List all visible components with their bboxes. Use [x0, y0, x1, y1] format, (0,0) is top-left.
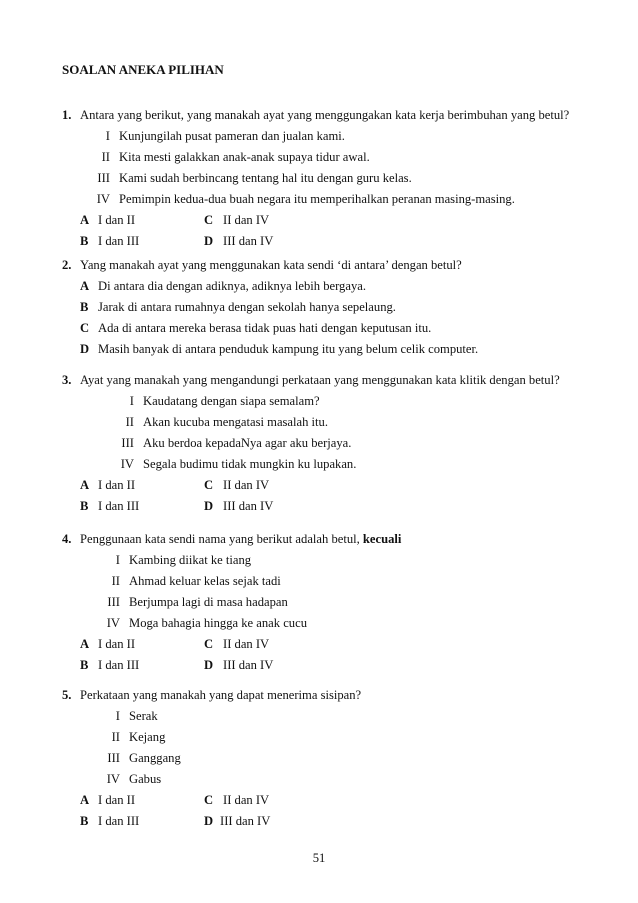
question-text: Antara yang berikut, yang manakah ayat yang menggungakan kata kerja berimbuhan yang betul? [80, 108, 570, 122]
statement-numeral: II [111, 574, 120, 588]
statement-text: Kejang [129, 730, 166, 744]
option-text: I dan II [98, 793, 136, 807]
statement-numeral: IV [96, 192, 110, 206]
option-text: III dan IV [223, 234, 274, 248]
option-letter: A [80, 478, 90, 492]
question-text: Perkataan yang manakah yang dapat menerima sisipan? [80, 688, 362, 702]
question-text-container [80, 532, 401, 547]
statement-numeral: IV [120, 457, 134, 471]
question-number: 1. [62, 108, 72, 122]
option-text: I dan III [98, 814, 140, 828]
option-text: I dan II [98, 213, 136, 227]
statement-numeral: I [115, 553, 120, 567]
statement-text: Ganggang [129, 751, 181, 765]
statement-numeral: IV [106, 616, 120, 630]
option-letter: C [204, 478, 214, 492]
statement-numeral: I [129, 394, 134, 408]
statement-text: Moga bahagia hingga ke anak cucu [129, 616, 307, 630]
option-letter: D [204, 814, 214, 828]
question-text: Ayat yang manakah yang mengandungi perkataan yang menggunakan kata klitik dengan betul? [80, 373, 560, 387]
question-emphasis: kecuali [362, 532, 402, 546]
question-number: 3. [62, 373, 72, 387]
option-letter: B [80, 234, 89, 248]
statement-text: Kaudatang dengan siapa semalam? [143, 394, 320, 408]
statement-text: Akan kucuba mengatasi masalah itu. [143, 415, 329, 429]
option-text: I dan II [98, 637, 136, 651]
option-letter: A [80, 279, 90, 293]
option-text: I dan III [98, 499, 140, 513]
page-number: 51 [312, 851, 326, 865]
statement-text: Gabus [129, 772, 162, 786]
option-letter: D [204, 499, 214, 513]
statement-text: Serak [129, 709, 158, 723]
statement-text: Berjumpa lagi di masa hadapan [129, 595, 288, 609]
option-text: II dan IV [223, 793, 270, 807]
statement-text: Kunjungilah pusat pameran dan jualan kami. [119, 129, 345, 143]
question-number: 5. [62, 688, 72, 702]
option-letter: B [80, 658, 89, 672]
option-letter: C [204, 793, 214, 807]
option-letter: A [80, 793, 90, 807]
option-letter: C [80, 321, 90, 335]
section-heading: SOALAN ANEKA PILIHAN [62, 62, 224, 77]
statement-numeral: III [107, 595, 120, 609]
question-text: Penggunaan kata sendi nama yang berikut adalah betul, [80, 532, 363, 546]
option-text: II dan IV [223, 637, 270, 651]
option-text: I dan III [98, 234, 140, 248]
option-text: Ada di antara mereka berasa tidak puas hati dengan keputusan itu. [98, 321, 432, 335]
option-text: I dan II [98, 478, 136, 492]
option-text: II dan IV [223, 478, 270, 492]
statement-numeral: I [105, 129, 110, 143]
option-letter: C [204, 213, 214, 227]
option-text: I dan III [98, 658, 140, 672]
question-number: 4. [62, 532, 72, 546]
option-letter: B [80, 300, 89, 314]
statement-text: Kami sudah berbincang tentang hal itu dengan guru kelas. [119, 171, 412, 185]
statement-text: Kambing diikat ke tiang [129, 553, 252, 567]
option-text: Di antara dia dengan adiknya, adiknya lebih bergaya. [98, 279, 366, 293]
statement-numeral: III [97, 171, 110, 185]
option-letter: A [80, 637, 90, 651]
statement-text: Aku berdoa kepadaNya agar aku berjaya. [143, 436, 352, 450]
option-letter: C [204, 637, 214, 651]
option-letter: D [204, 658, 214, 672]
question-number: 2. [62, 258, 72, 272]
statement-numeral: I [115, 709, 120, 723]
statement-numeral: III [107, 751, 120, 765]
statement-text: Ahmad keluar kelas sejak tadi [129, 574, 281, 588]
option-letter: A [80, 213, 90, 227]
statement-text: Segala budimu tidak mungkin ku lupakan. [143, 457, 357, 471]
statement-numeral: II [111, 730, 120, 744]
statement-numeral: II [125, 415, 134, 429]
statement-text: Pemimpin kedua-dua buah negara itu memperihalkan peranan masing-masing. [119, 192, 515, 206]
option-text: Jarak di antara rumahnya dengan sekolah hanya sepelaung. [98, 300, 396, 314]
option-text: III dan IV [223, 499, 274, 513]
statement-numeral: IV [106, 772, 120, 786]
option-letter: B [80, 499, 89, 513]
option-letter: B [80, 814, 89, 828]
option-letter: D [204, 234, 214, 248]
option-letter: D [80, 342, 90, 356]
question-text: Yang manakah ayat yang menggunakan kata sendi ‘di antara’ dengan betul? [80, 258, 462, 272]
statement-text: Kita mesti galakkan anak-anak supaya tidur awal. [119, 150, 370, 164]
statement-numeral: III [121, 436, 134, 450]
option-text: II dan IV [223, 213, 270, 227]
option-text: III dan IV [223, 658, 274, 672]
option-text: III dan IV [220, 814, 271, 828]
option-text: Masih banyak di antara penduduk kampung itu yang belum celik computer. [98, 342, 479, 356]
statement-numeral: II [101, 150, 110, 164]
